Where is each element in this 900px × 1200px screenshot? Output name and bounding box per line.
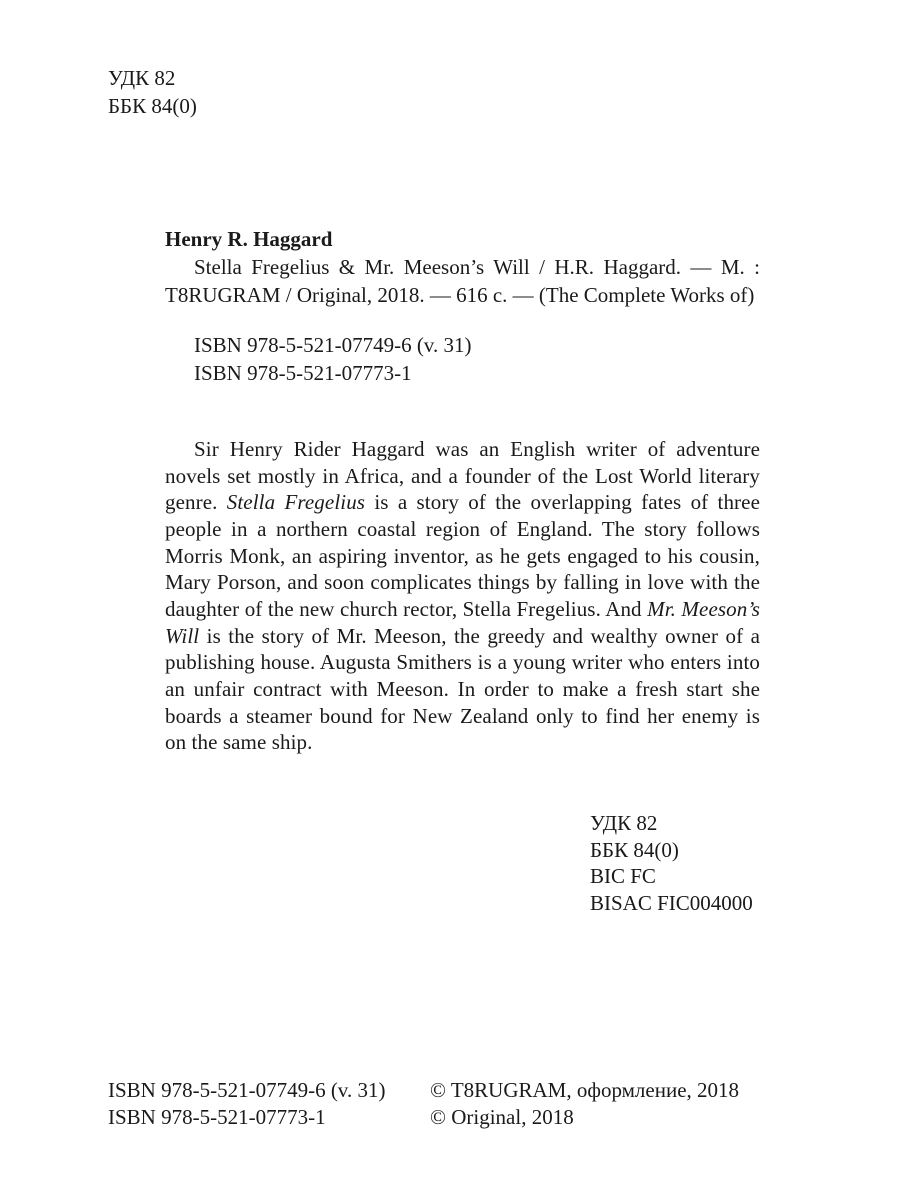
udk-code: УДК 82 — [108, 66, 176, 90]
abstract-text-1: Sir Henry Rider Haggard was an English writer of adventure novels set mostly in Africa, and a founder of the Lost World literary genre. — [165, 437, 760, 515]
udk-code-right: УДК 82 — [590, 811, 658, 835]
author-name: Henry R. Haggard — [165, 227, 333, 251]
copyright-notice — [430, 1077, 739, 1131]
bibliographic-record — [165, 225, 760, 309]
bbk-code-right: ББК 84(0) — [590, 837, 679, 862]
bibliographic-description: Stella Fregelius & Mr. Meeson’s Will / H.R. Haggard. — M. : T8RUGRAM / Original, 2018. — 616 c. — (The Complete Works of) — [165, 255, 760, 307]
bbk-code: ББК 84(0) — [108, 94, 197, 118]
isbn-series: ISBN 978-5-521-07773-1 — [194, 361, 412, 385]
classification-right — [590, 810, 753, 916]
isbn-volume-footer: ISBN 978-5-521-07749-6 (v. 31) — [108, 1078, 386, 1102]
abstract-text-3: is the story of Mr. Meeson, the greedy and wealthy owner of a publishing house. Augusta Smithers is a young writer who enters into an unfair contract with Meeson. In order to make a fresh start she boards a steamer bound for New Zealand only to find her enemy is on the same ship. — [165, 623, 760, 755]
abstract-paragraph — [165, 436, 760, 756]
classification-top — [108, 64, 197, 120]
isbn-series-footer: ISBN 978-5-521-07773-1 — [108, 1105, 326, 1129]
copyright-design: © T8RUGRAM, оформление, 2018 — [430, 1078, 740, 1102]
isbn-footer — [108, 1077, 385, 1131]
abstract-text-2: is a story of the overlapping fates of three people in a northern coastal region of England. The story follows Morris Monk, an aspiring inventor, as he gets engaged to his cousin, Mary Porson, and soon complicates things by falling in love with the daughter of the new church rector, Stella Fregelius. And — [165, 490, 760, 621]
copyright-original: © Original, 2018 — [430, 1105, 574, 1129]
isbn-volume: ISBN 978-5-521-07749-6 (v. 31) — [194, 333, 472, 357]
book-title-meeson: Mr. Meeson’s Will — [165, 596, 761, 648]
book-title-stella: Stella Fregelius — [226, 490, 366, 515]
isbn-block — [194, 331, 471, 387]
bisac-code: BISAC FIC004000 — [590, 890, 753, 915]
bic-code: BIC FC — [590, 864, 656, 888]
